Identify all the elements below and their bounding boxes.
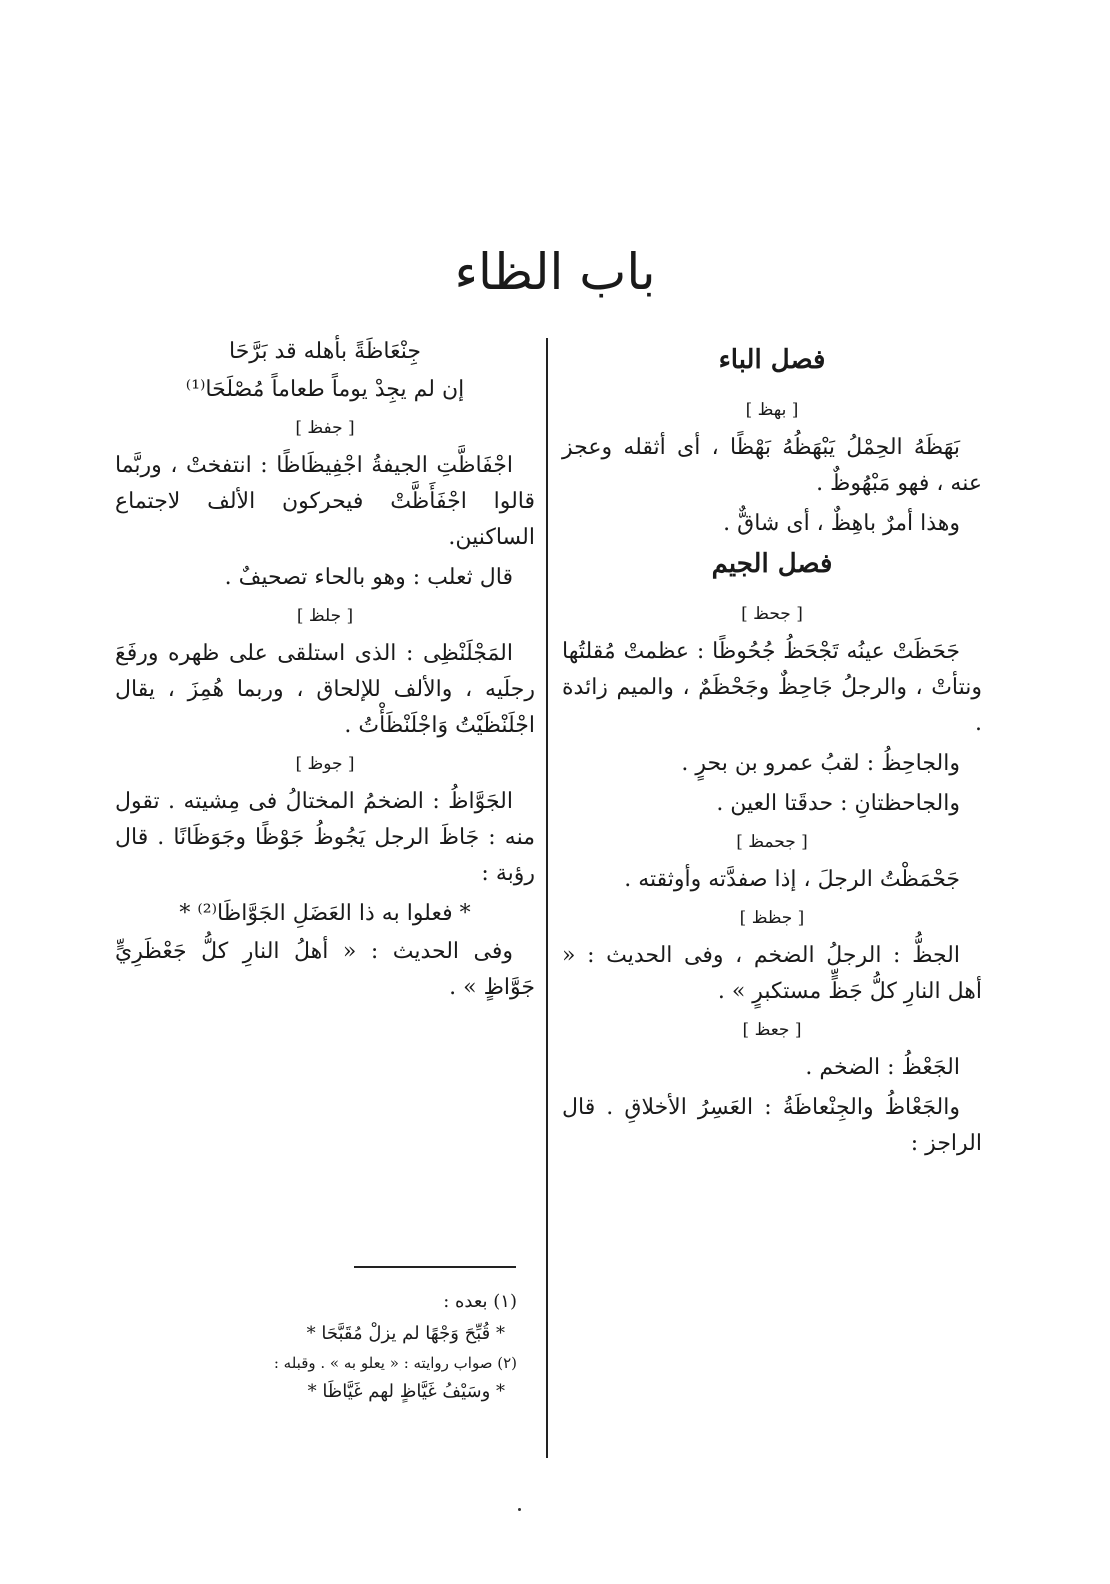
entry-paragraph: وهذا أمرٌ باهِظٌ ، أى شاقٌّ . — [723, 511, 960, 536]
footnote-2-label: (٢) صواب روايته : « يعلو به » . وقبله : — [273, 1354, 517, 1372]
column-divider — [546, 338, 548, 1458]
root-word: [ بهظ ] — [745, 400, 799, 420]
left-column — [115, 334, 535, 1010]
entry-paragraph: والجاحظتانِ : حدقَتا العين . — [716, 791, 960, 816]
entry-paragraph: الجظُّ : الرجلُ الضخم ، وفى الحديث : « أهل النارِ كلُّ جَظٍّ مستكبرٍ » . — [562, 943, 982, 1004]
entry-paragraph: الجَوَّاظُ : الضخمُ المختالُ فى مِشيته . تقول منه : جَاظَ الرجل يَجُوظُ جَوْظًا وجَوَظَانًا . قال رؤبة : — [115, 789, 535, 886]
page-title: باب الظاء — [454, 243, 656, 301]
entry-paragraph: جَحَظَتْ عينُه تَجْحَظُ جُحُوظًا : عظمتْ مُقلتُها ونتأتْ ، والرجلُ جَاحِظٌ وجَحْظَمٌ ، والميم زائدة . — [562, 639, 982, 736]
entry-paragraph: بَهَظَهُ الحِمْلُ يَبْهَظُهُ بَهْظًا ، أى أثقله وعجز عنه ، فهو مَبْهُوظٌ . — [562, 435, 982, 496]
entry-paragraph: والجَعْاظُ والجِنْعاظَةُ : العَسِرُ الأخلاقِ . قال الراجز : — [562, 1095, 982, 1156]
footnote-2-verse: * وسَيْفُ غَيَّاظٍ لهم غَيَّاظَا * — [307, 1381, 505, 1402]
verse-line: جِنْعَاظَةً بأهله قد بَرَّحَا — [229, 339, 421, 364]
page-mark — [518, 1508, 521, 1511]
entry-paragraph: والجاحِظُ : لقبُ عمرو بن بحرٍ . — [681, 751, 960, 776]
footnotes — [115, 1286, 535, 1408]
root-word: [ جفظ ] — [295, 418, 355, 438]
root-word: [ جحمظ ] — [736, 832, 808, 852]
entry-paragraph: المَجْلَنْظِى : الذى استلقى على ظهره ورفَعَ رجلَيه ، والألف للإلحاق ، وربما هُمِزَ ، يقال اجْلَنْظَيْتُ وَاجْلَنْظَأْتُ . — [115, 641, 535, 738]
verse-line: * فعلوا به ذا العَضَلِ الجَوَّاظَا⁽²⁾ * — [179, 901, 471, 926]
right-column — [562, 340, 982, 1166]
entry-paragraph: قال ثعلب : وهو بالحاء تصحيفٌ . — [224, 565, 513, 590]
section-heading: فصل الباء — [718, 345, 826, 375]
entry-paragraph: وفى الحديث : « أهلُ النارِ كلُّ جَعْظَرِيٍّ جَوَّاظٍ » . — [115, 939, 535, 1000]
entry-paragraph: جَحْمَظْتُ الرجلَ ، إذا صفدَّته وأوثقته . — [624, 867, 960, 892]
root-word: [ جوظ ] — [295, 754, 355, 774]
root-word: [ جلظ ] — [296, 606, 354, 626]
root-word: [ جظظ ] — [739, 908, 805, 928]
section-heading: فصل الجيم — [711, 549, 833, 579]
verse-line: إن لم يجِدْ يوماً طعاماً مُصْلَحَا⁽¹⁾ — [185, 377, 465, 402]
entry-paragraph: اجْفَاظَّتِ الجيفةُ اجْفِيظَاظًا : انتفختْ ، وربَّما قالوا اجْفَأَظَّتْ فيحركون الألف لاجتماع الساكنين. — [115, 453, 535, 550]
footnote-1-label: (١) بعده : — [443, 1291, 517, 1312]
entry-paragraph: الجَعْظُ : الضخم . — [805, 1055, 960, 1080]
footnote-1-verse: * قُبِّحَ وَجْهًا لم يزلْ مُقَبَّحَا * — [306, 1323, 505, 1344]
root-word: [ جحظ ] — [741, 604, 803, 624]
footnote-separator — [354, 1266, 516, 1268]
root-word: [ جعظ ] — [742, 1020, 802, 1040]
